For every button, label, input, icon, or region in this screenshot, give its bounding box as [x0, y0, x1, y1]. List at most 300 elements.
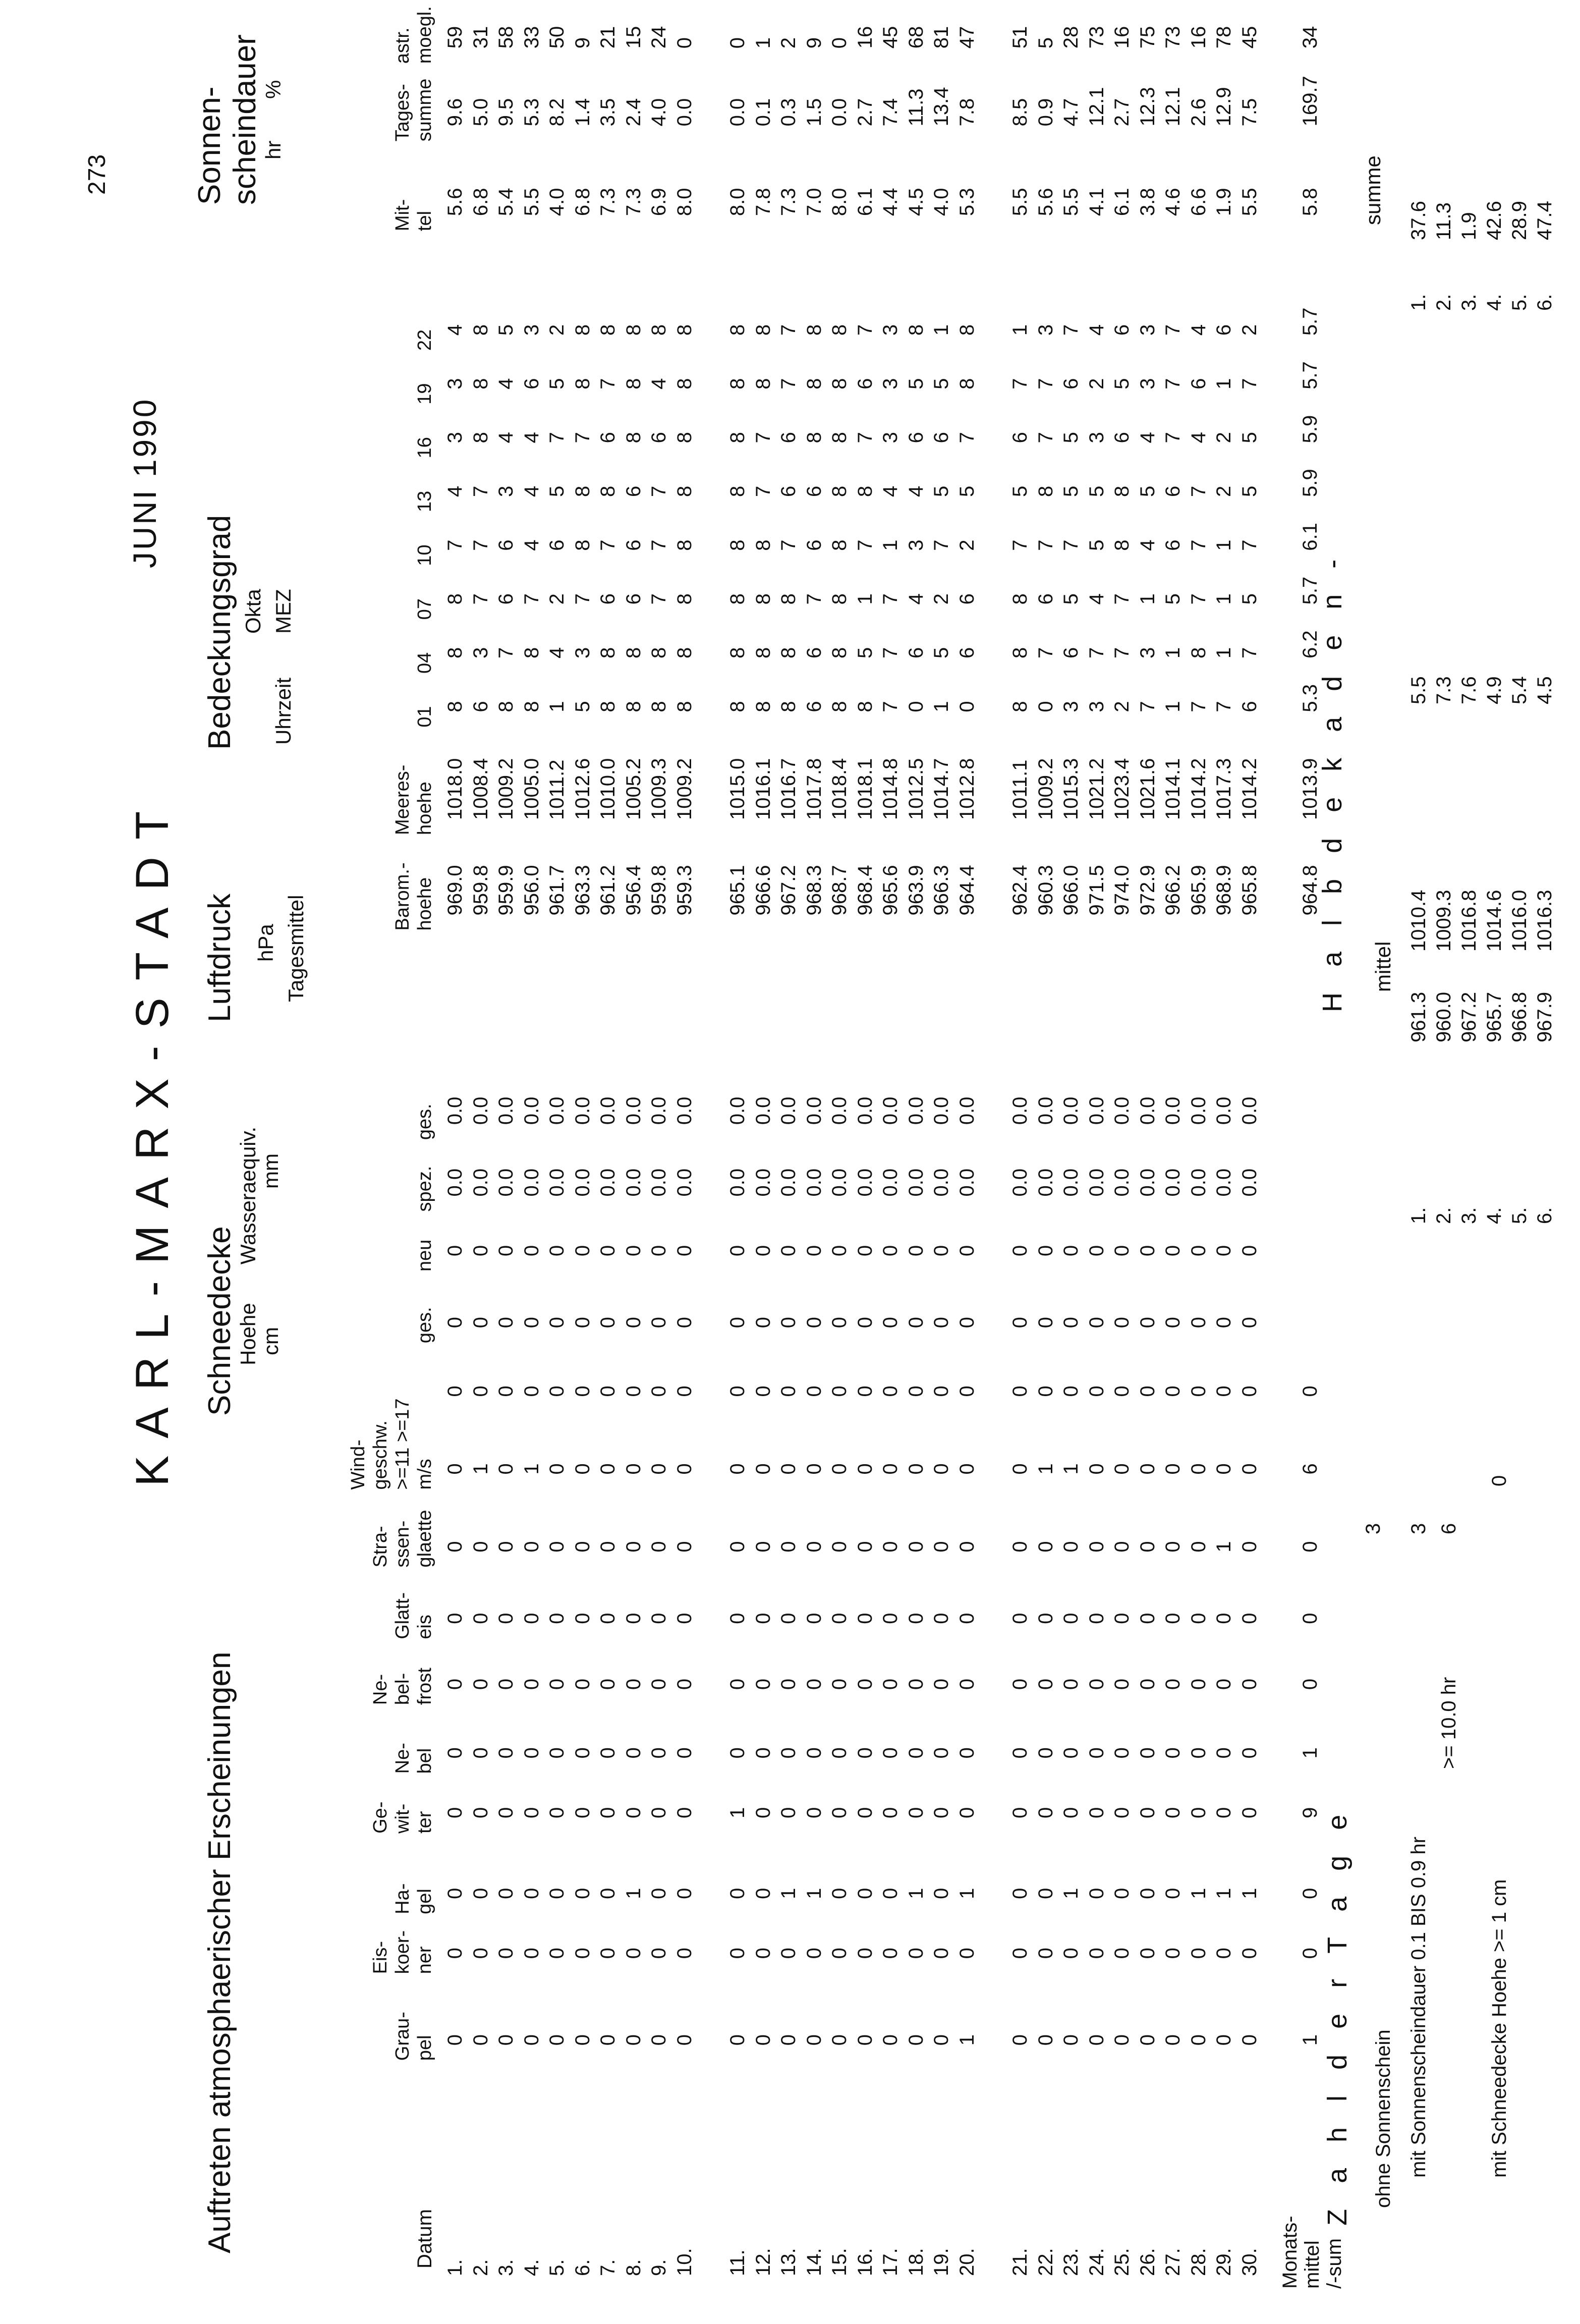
table-cell: 8: [622, 378, 645, 390]
table-cell: 0: [1187, 1948, 1210, 1959]
table-cell: 6: [777, 485, 800, 497]
table-cell: 0: [571, 1386, 594, 1397]
table-cell: 5: [1111, 378, 1133, 390]
table-cell: 0: [622, 2034, 645, 2046]
halbdekaden-cloud: 7.3: [1433, 676, 1455, 704]
table-cell: 7: [1060, 324, 1082, 336]
table-cell: 0: [469, 1948, 492, 1959]
header-glatteis: Glatt- eis: [392, 1592, 435, 1639]
table-cell: 0.0: [1136, 1168, 1159, 1197]
table-cell: 0: [622, 1245, 645, 1256]
halbdekaden-barom: 961.3: [1407, 991, 1430, 1042]
table-cell: 0: [520, 1888, 543, 1899]
table-cell: 0: [1085, 1747, 1108, 1759]
monthly-cell: 0: [1299, 1948, 1321, 1959]
table-cell: 0: [1009, 1807, 1031, 1818]
table-cell: 0: [905, 1245, 927, 1256]
row-date: 15.: [828, 2248, 851, 2276]
zahl-der-tage-title: Z a h l d e r T a g e: [1322, 1805, 1352, 2226]
header-hagel: Ha- gel: [392, 1883, 435, 1914]
table-cell: 0: [1213, 1948, 1235, 1959]
table-cell: 0: [571, 1888, 594, 1899]
table-cell: 6: [955, 593, 978, 605]
table-cell: 1: [777, 1888, 800, 1899]
halbdekaden-nr: 3.: [1458, 294, 1480, 311]
table-cell: 0: [905, 1807, 927, 1818]
table-cell: 6.1: [1111, 188, 1133, 216]
monthly-cell: 1013.9: [1299, 758, 1321, 820]
row-date: 25.: [1111, 2248, 1133, 2276]
halbdekaden-sun: 47.4: [1534, 201, 1556, 240]
table-cell: 78: [1213, 26, 1235, 49]
table-cell: 0: [444, 1807, 466, 1818]
table-cell: 7: [879, 647, 901, 658]
header-wind: Wind- geschw. >=11 >=17 m/s: [348, 1398, 435, 1490]
table-cell: 0: [1238, 1245, 1261, 1256]
table-cell: 1009.2: [495, 758, 517, 820]
table-cell: 5: [1085, 539, 1108, 551]
table-cell: 0: [777, 1463, 800, 1475]
table-cell: 6: [622, 485, 645, 497]
table-cell: 0: [777, 1948, 800, 1959]
table-cell: 1016.7: [777, 758, 800, 820]
table-cell: 1: [1213, 593, 1235, 605]
table-cell: 1018.1: [854, 758, 876, 820]
table-cell: 0: [726, 1316, 749, 1329]
table-cell: 0: [597, 1747, 619, 1759]
table-cell: 0.0: [726, 1096, 749, 1125]
table-cell: 0.0: [828, 98, 851, 127]
table-cell: 7: [469, 539, 492, 551]
table-cell: 0: [1060, 1386, 1082, 1397]
table-cell: 0: [571, 1613, 594, 1624]
table-cell: 0.0: [571, 1168, 594, 1197]
table-cell: 4: [444, 485, 466, 497]
table-cell: 12.1: [1085, 87, 1108, 127]
table-cell: 1: [726, 1807, 749, 1818]
zahl-value: 6: [1438, 1523, 1460, 1534]
table-cell: 0.0: [1213, 1096, 1235, 1125]
table-cell: 0: [1162, 1386, 1184, 1397]
table-cell: 0: [726, 2034, 749, 2046]
table-cell: 7: [752, 432, 774, 444]
table-cell: 31: [469, 26, 492, 49]
table-cell: 0: [520, 1386, 543, 1397]
table-cell: 7: [1009, 378, 1031, 390]
table-cell: 0: [571, 1678, 594, 1690]
table-cell: 0: [444, 1541, 466, 1553]
table-cell: 16: [854, 26, 876, 49]
station-title: KARL-MARX-STADT: [127, 794, 178, 1486]
table-cell: 0.0: [673, 98, 696, 127]
table-cell: 0: [1213, 1386, 1235, 1397]
table-cell: 0: [520, 1316, 543, 1329]
table-cell: 961.2: [597, 865, 619, 916]
table-cell: 7.8: [955, 98, 978, 127]
table-cell: 959.9: [495, 865, 517, 916]
table-cell: 4: [1187, 432, 1210, 444]
table-cell: 0: [905, 1316, 927, 1329]
table-cell: 0: [854, 1386, 876, 1397]
table-cell: 6: [1034, 593, 1057, 605]
table-cell: 1009.2: [673, 758, 696, 820]
header-c04: 04: [414, 652, 435, 674]
monthly-cell: 0: [1299, 1678, 1321, 1690]
table-cell: 5.5: [1238, 188, 1261, 216]
table-cell: 6: [597, 432, 619, 444]
halbdekaden-n: 2.: [1433, 1207, 1455, 1224]
table-cell: 0: [1085, 1316, 1108, 1329]
halbdekaden-meeres: 1009.3: [1433, 890, 1455, 952]
table-cell: 0: [930, 1807, 952, 1818]
table-cell: 8: [726, 647, 749, 658]
table-cell: 0: [803, 1747, 825, 1759]
table-cell: 0: [648, 1541, 670, 1553]
table-cell: 8: [571, 539, 594, 551]
table-cell: 959.8: [648, 865, 670, 916]
table-cell: 4: [648, 378, 670, 390]
halbdekaden-title: H a l b d e k a d e n -: [1317, 550, 1347, 1012]
table-cell: 0: [752, 2034, 774, 2046]
table-cell: 8: [777, 593, 800, 605]
table-cell: 3.8: [1136, 188, 1159, 216]
halbdekaden-barom: 967.9: [1534, 991, 1556, 1042]
table-cell: 0: [648, 1316, 670, 1329]
halbdekaden-meeres: 1010.4: [1407, 890, 1430, 952]
table-cell: 0: [828, 1316, 851, 1329]
table-cell: 0: [546, 1678, 568, 1690]
table-cell: 0: [1213, 1245, 1235, 1256]
row-date: 18.: [905, 2248, 927, 2276]
table-cell: 0: [1162, 2034, 1184, 2046]
table-cell: 0: [571, 1807, 594, 1818]
halbdekaden-barom: 966.8: [1508, 991, 1531, 1042]
table-cell: 7: [1111, 593, 1133, 605]
snow-height-label: Hoehe: [236, 1303, 260, 1365]
table-cell: 7: [1187, 539, 1210, 551]
table-cell: 956.0: [520, 865, 543, 916]
table-cell: 0: [803, 1316, 825, 1329]
table-cell: 963.3: [571, 865, 594, 916]
table-cell: 0: [879, 1613, 901, 1624]
table-cell: 0: [828, 1948, 851, 1959]
table-cell: 0: [1085, 1948, 1108, 1959]
table-cell: 1014.2: [1238, 758, 1261, 820]
table-cell: 1011.1: [1009, 759, 1031, 820]
table-cell: 0: [648, 1948, 670, 1959]
table-cell: 0.0: [752, 1168, 774, 1197]
snow-height-unit: cm: [259, 1327, 283, 1355]
row-date: 28.: [1187, 2248, 1210, 2276]
table-cell: 2: [930, 593, 952, 605]
table-cell: 0: [955, 1747, 978, 1759]
table-cell: 0: [622, 1678, 645, 1690]
table-cell: 0: [673, 1613, 696, 1624]
table-cell: 0: [1111, 1463, 1133, 1475]
table-cell: 1: [803, 1888, 825, 1899]
table-cell: 8: [673, 324, 696, 336]
row-date: 3.: [495, 2259, 517, 2276]
halbdekaden-sun: 11.3: [1433, 202, 1455, 240]
table-cell: 962.4: [1009, 865, 1031, 916]
table-cell: 8: [803, 324, 825, 336]
table-cell: 5: [930, 647, 952, 658]
table-cell: 4: [1187, 324, 1210, 336]
table-cell: 8: [673, 647, 696, 658]
table-cell: 3: [1136, 378, 1159, 390]
table-cell: 45: [1238, 26, 1261, 49]
table-cell: 4.6: [1162, 188, 1184, 216]
table-cell: 0: [905, 1541, 927, 1553]
table-cell: 0.0: [930, 1096, 952, 1125]
table-cell: 0: [1238, 1948, 1261, 1959]
table-cell: 0: [622, 1386, 645, 1397]
table-cell: 0: [1187, 1747, 1210, 1759]
halbdekaden-sun: 28.9: [1508, 201, 1531, 240]
table-cell: 8: [752, 324, 774, 336]
table-cell: 0: [879, 1678, 901, 1690]
halbdekaden-sun: 42.6: [1483, 201, 1505, 240]
table-cell: 1: [1009, 324, 1031, 336]
table-cell: 960.3: [1034, 865, 1057, 916]
table-cell: 0: [469, 1678, 492, 1690]
table-cell: 3: [1136, 647, 1159, 658]
table-cell: 0: [1187, 1678, 1210, 1690]
table-cell: 7: [854, 432, 876, 444]
table-cell: 0: [673, 1245, 696, 1256]
table-cell: 2: [1213, 485, 1235, 497]
monthly-cell: 0: [1299, 1386, 1321, 1397]
table-cell: 0: [1238, 1316, 1261, 1329]
table-cell: 8: [622, 432, 645, 444]
table-cell: 0: [1034, 2034, 1057, 2046]
table-cell: 0: [495, 2034, 517, 2046]
halbdekaden-nr: 4.: [1483, 294, 1505, 311]
table-cell: 0: [444, 1463, 466, 1475]
table-cell: 8: [444, 701, 466, 712]
table-cell: 0.0: [1238, 1168, 1261, 1197]
header-snow_neu: neu: [414, 1239, 435, 1271]
table-cell: 5: [1162, 593, 1184, 605]
table-cell: 0: [955, 1613, 978, 1624]
monthly-label: Monats- mittel /-sum: [1278, 2216, 1345, 2289]
table-cell: 6: [495, 593, 517, 605]
table-cell: 3: [1085, 432, 1108, 444]
table-cell: 0.0: [905, 1096, 927, 1125]
table-cell: 2: [546, 593, 568, 605]
table-cell: 5: [495, 324, 517, 336]
table-cell: 8: [673, 701, 696, 712]
table-cell: 0: [495, 1463, 517, 1475]
table-cell: 0: [1136, 1463, 1159, 1475]
table-cell: 0: [469, 2034, 492, 2046]
table-cell: 7: [1085, 647, 1108, 658]
table-cell: 8: [673, 539, 696, 551]
table-cell: 7: [444, 539, 466, 551]
table-cell: 0: [1060, 1747, 1082, 1759]
table-cell: 8: [597, 647, 619, 658]
table-cell: 0.0: [648, 1168, 670, 1197]
table-cell: 0.0: [828, 1096, 851, 1125]
halbdekaden-n: 4.: [1483, 1207, 1505, 1224]
row-date: 6.: [571, 2259, 594, 2276]
table-cell: 5.3: [955, 188, 978, 216]
table-cell: 6: [803, 701, 825, 712]
table-cell: 1: [905, 1888, 927, 1899]
table-cell: 0: [571, 2034, 594, 2046]
table-cell: 8.0: [726, 188, 749, 216]
monthly-cell: 5.7: [1299, 307, 1321, 336]
table-cell: 0.0: [1034, 1096, 1057, 1125]
table-cell: 8: [469, 432, 492, 444]
table-cell: 8: [571, 324, 594, 336]
table-cell: 0: [1111, 1386, 1133, 1397]
table-cell: 0: [1213, 1678, 1235, 1690]
monthly-cell: 5.7: [1299, 361, 1321, 390]
table-cell: 8: [673, 593, 696, 605]
table-cell: 7: [648, 593, 670, 605]
table-cell: 0: [752, 1747, 774, 1759]
table-cell: 8: [828, 485, 851, 497]
table-cell: 8: [726, 593, 749, 605]
table-cell: 0: [469, 1888, 492, 1899]
table-cell: 0: [546, 1463, 568, 1475]
table-cell: 0: [1085, 1888, 1108, 1899]
table-cell: 0: [879, 1245, 901, 1256]
table-cell: 0: [1187, 1245, 1210, 1256]
table-cell: 0.0: [1085, 1096, 1108, 1125]
halbdekaden-nr: 1.: [1407, 294, 1430, 311]
row-date: 11.: [726, 2249, 749, 2276]
halbdekaden-barom: 960.0: [1433, 991, 1455, 1042]
table-cell: 5.5: [1060, 188, 1082, 216]
table-cell: 7: [930, 539, 952, 551]
table-cell: 0: [648, 1678, 670, 1690]
table-cell: 0.1: [752, 98, 774, 127]
table-cell: 0: [1238, 1386, 1261, 1397]
table-cell: 0: [622, 1463, 645, 1475]
table-cell: 24: [648, 26, 670, 49]
monthly-cell: 5.9: [1299, 469, 1321, 497]
table-cell: 1: [469, 1463, 492, 1475]
table-cell: 0.3: [777, 98, 800, 127]
table-cell: 0: [571, 1463, 594, 1475]
table-cell: 0: [648, 1613, 670, 1624]
table-cell: 0: [1009, 1948, 1031, 1959]
table-cell: 0: [444, 1747, 466, 1759]
table-cell: 4: [495, 378, 517, 390]
table-cell: 8: [1111, 539, 1133, 551]
table-cell: 8: [828, 539, 851, 551]
table-cell: 7: [879, 593, 901, 605]
monthly-cell: 6: [1299, 1463, 1321, 1475]
table-cell: 0: [930, 1541, 952, 1553]
table-cell: 0: [803, 1245, 825, 1256]
table-cell: 6: [955, 647, 978, 658]
table-cell: 6: [1162, 485, 1184, 497]
table-cell: 0: [828, 1463, 851, 1475]
table-cell: 0: [752, 1678, 774, 1690]
table-cell: 0.0: [673, 1168, 696, 1197]
table-cell: 0: [930, 2034, 952, 2046]
zahl-value: 3: [1407, 1523, 1430, 1534]
table-cell: 0: [726, 1463, 749, 1475]
table-cell: 3: [879, 378, 901, 390]
halbdekaden-n: 1.: [1407, 1207, 1430, 1224]
table-cell: 6: [597, 593, 619, 605]
table-cell: 8: [648, 701, 670, 712]
table-cell: 0: [1085, 1386, 1108, 1397]
table-cell: 0: [1009, 1386, 1031, 1397]
table-cell: 0: [495, 1747, 517, 1759]
table-cell: 0: [1111, 1613, 1133, 1624]
table-cell: 0: [571, 1747, 594, 1759]
table-cell: 7: [648, 485, 670, 497]
table-cell: 0: [905, 1747, 927, 1759]
table-cell: 963.9: [905, 865, 927, 916]
halbdekaden-meeres: 1014.6: [1483, 890, 1505, 952]
table-cell: 7: [1162, 432, 1184, 444]
table-cell: 8: [571, 378, 594, 390]
table-cell: 8: [854, 701, 876, 712]
table-cell: 0: [930, 1316, 952, 1329]
table-cell: 1.4: [571, 98, 594, 127]
table-cell: 8: [854, 485, 876, 497]
table-cell: 7: [1060, 539, 1082, 551]
zahl-label: mit Schneedecke Hoehe >= 1 cm: [1488, 1879, 1510, 2178]
table-cell: 8: [622, 324, 645, 336]
table-cell: 5: [955, 485, 978, 497]
table-cell: 5: [546, 485, 568, 497]
table-cell: 968.4: [854, 865, 876, 916]
table-cell: 6.1: [854, 188, 876, 216]
table-cell: 0.0: [1238, 1096, 1261, 1125]
zahl-value: 0: [1488, 1475, 1510, 1486]
header-barom: Barom.- hoehe: [392, 862, 435, 931]
table-cell: 9.6: [444, 98, 466, 127]
table-cell: 8.2: [546, 98, 568, 127]
row-date: 1.: [444, 2259, 466, 2276]
table-cell: 0: [495, 1678, 517, 1690]
table-cell: 0: [803, 2034, 825, 2046]
table-cell: 0: [1034, 1747, 1057, 1759]
table-cell: 8.0: [828, 188, 851, 216]
table-cell: 6: [1111, 324, 1133, 336]
table-cell: 0: [444, 1948, 466, 1959]
table-cell: 7: [1034, 539, 1057, 551]
table-cell: 4.0: [930, 188, 952, 216]
row-date: 16.: [854, 2248, 876, 2276]
header-gewitter: Ge- wit- ter: [370, 1801, 435, 1834]
table-cell: 4.0: [546, 188, 568, 216]
table-cell: 0.0: [1111, 1168, 1133, 1197]
table-cell: 0: [803, 1807, 825, 1818]
table-cell: 0: [1213, 2034, 1235, 2046]
table-cell: 0: [854, 1747, 876, 1759]
table-cell: 0: [673, 1386, 696, 1397]
table-cell: 966.6: [752, 865, 774, 916]
table-cell: 73: [1162, 26, 1184, 49]
table-cell: 8: [1009, 647, 1031, 658]
table-cell: 0.0: [777, 1096, 800, 1125]
table-cell: 1015.3: [1060, 758, 1082, 820]
table-cell: 8: [828, 647, 851, 658]
table-cell: 7: [1162, 324, 1184, 336]
table-cell: 1010.0: [597, 758, 619, 820]
table-cell: 5.6: [444, 188, 466, 216]
table-cell: 6: [905, 432, 927, 444]
table-cell: 1023.4: [1111, 758, 1133, 820]
